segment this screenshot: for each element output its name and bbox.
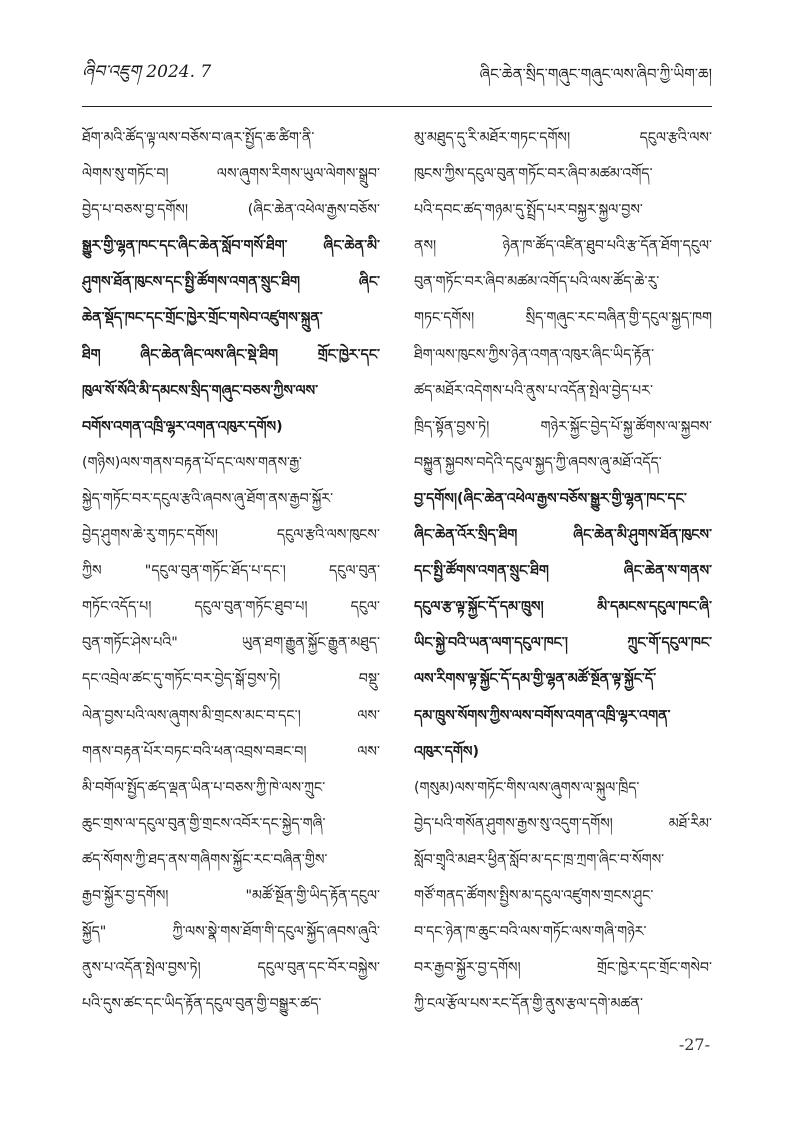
- text-line: ནས། ཉེན་ཁ་ཚོད་འཛིན་ཐུབ་པའི་རྩ་དོན་ཐོག་དངུལ་: [414, 238, 712, 255]
- text-line: སློབ་གྲྭའི་མཐར་ཕྱིན་སློབ་མ་དང་ཁྲ་ཀྲག་ཞིང་བ་སོགས་: [414, 851, 665, 868]
- text-line: ཁུལ་སོ་སོའི་མི་དམངས་སྲིད་གཞུང་བཅས་ཀྱིས་ལས་: [82, 382, 319, 399]
- text-line: ལེགས་སུ་གཏོང་བ། ལས་ཞུགས་རིགས་ཡུལ་ལེགས་སྒྲུབ་: [82, 166, 380, 183]
- running-header: [82, 62, 712, 100]
- text-line: སྒྱུར་གྱི་ལྷན་ཁང་དང་ཞིང་ཆེན་སློབ་གསོ་ཐིག་ ཞིང་ཆེན་མི་: [82, 238, 380, 255]
- text-line: ཀྱི་ངལ་རྩོལ་པས་རང་དོན་གྱི་ནུས་རྩལ་དགེ་མཚན་: [414, 996, 643, 1013]
- text-line: ཐིག་ལས་ཁུངས་ཀྱིས་ཉེན་འགན་འཁུར་ཞིང་ཡིད་རྟོན་: [414, 346, 655, 363]
- text-line: སྐྱོད" ཀྱི་ལས་སྣེ་གས་ཐོག་གི་དངུལ་སྐྱོད་ཞབས་ཞུའི་: [82, 924, 380, 941]
- text-line: བུན་གཏོང་ཤེས་པའི" ཡུན་ཐག་རྒྱུན་སྐྱོང་རྒྱུན་མཐུད་: [82, 635, 380, 652]
- text-line: (གསུམ)ལས་གཏོང་གིས་ལས་ཞུགས་ལ་སྐུལ་ཁྲིད་: [414, 779, 640, 796]
- text-line: དང་སྤྱི་ཚོགས་འགན་སྲུང་ཐིག ཞིང་ཆེན་ས་གནས་: [414, 563, 712, 580]
- text-line: སྐྱེད་གཏོང་བར་དངུལ་རྩའི་ཞབས་ཞུ་ཐོག་ནས་རྒྱབ་སྐྱོར་: [82, 490, 334, 507]
- text-line: འཁུར་དགོས): [414, 743, 479, 760]
- text-line: ཐིག ཞིང་ཆེན་ཞིང་ལས་ཞིང་སྡེ་ཐིག གྲོང་ཁྱེར་དང་: [82, 346, 380, 363]
- text-line: བར་རྒྱབ་སྐྱོར་བྱ་དགོས། གྲོང་ཁྱེར་དང་གྲོང་གསེབ་: [414, 960, 712, 977]
- text-line: ཚད་སོགས་ཀྱི་ཐད་ནས་གཞིགས་སྐྱོང་རང་བཞིན་གྱིས་: [82, 851, 328, 868]
- text-line: གནས་བརྟན་པོར་བཏང་བའི་ཕན་འབྲས་བཟང་བ། ལས་: [82, 743, 380, 760]
- body-columns: [82, 120, 712, 1032]
- text-line: ཁྲིད་སྟོན་བྱས་ཏེ། གཉེར་སྐྱོང་བྱེད་པོ་སྐྱ་ཚོགས་ལ་སྐྱབས་: [414, 418, 712, 435]
- text-line: མི་བགོལ་སྤྱོད་ཚད་ལྡན་ཡིན་པ་བཅས་ཀྱི་ཁེ་ལས་ཀྲུང་: [82, 779, 326, 796]
- text-line: མུ་མཐུད་དུ་རི་མཐོར་གཏང་དགོས། དངུལ་རྩའི་ལས་: [414, 130, 712, 146]
- text-line: བྱེད་པ་བཅས་བྱ་དགོས། (ཞིང་ཆེན་འཕེལ་རྒྱས་བཅོས་: [82, 202, 380, 219]
- text-line: ཚད་མཐོར་འདེགས་པའི་ནུས་པ་འདོན་སྤེལ་བྱེད་པར་: [414, 382, 653, 399]
- text-line: པའི་དུས་ཚང་དང་ཡིད་རྟོན་དངུལ་བུན་གྱི་བསྒྱུར་ཚད་: [82, 996, 322, 1013]
- text-line: གཏོང་འདོད་པ། དངུལ་བུན་གཏོང་ཐུབ་པ། དངུལ་: [82, 599, 380, 616]
- text-line: ཤུགས་ཐོན་ཁུངས་དང་སྤྱི་ཚོགས་འགན་སྲུང་ཐིག ཞིང་: [82, 274, 380, 291]
- text-line: ལས་རིགས་ལྟ་སྐྱོང་དོ་དམ་གྱི་ལྷན་མཚོ་སྔོན་ལྟ་སྐྱོང་དོ་: [414, 671, 657, 688]
- text-line: ཀྱིས "དངུལ་བུན་གཏོང་ཐོད་པ་དང་། དངུལ་བུན་: [82, 563, 380, 580]
- text-line: པའི་དབང་ཚད་གཉམ་དུ་སྤྲོད་པར་བསྐྱར་སྐྱལ་བྱས་: [414, 202, 643, 219]
- text-line: (གཉིས)ལས་གནས་བརྟན་པོ་དང་ལས་གནས་རྒྱ་: [82, 454, 302, 471]
- text-line: ལེན་བྱས་པའི་ལས་ཞུགས་མི་གྲངས་མང་བ་དང་། ལས་: [82, 707, 380, 724]
- text-line: གཏང་དགོས། སྲིད་གཞུང་རང་བཞིན་གྱི་དངུལ་སྐྱད་ཁག: [414, 310, 712, 327]
- text-line: ཞིང་ཆེན་འོར་སྲིད་ཐིག ཞིང་ཆེན་མི་ཤུགས་ཐོན་ཁུངས་: [414, 527, 712, 544]
- text-line: བུན་གཏོང་བར་ཞིབ་མཚམ་འགོད་པའི་ལས་ཚོད་ཆེ་རུ་: [414, 274, 660, 291]
- text-line: དང་འབྲེལ་ཚང་དུ་གཏོང་བར་བྱེད་སྒོ་བྱས་ཏེ། བསྡུ་: [82, 671, 380, 688]
- text-line: དངུལ་རྩ་ལྟ་སྐྱོང་དོ་དམ་ཁྲུས། མི་དམངས་དངུལ་ཁང་ཞི་: [414, 599, 712, 616]
- journal-title: ཞིབ་འཇུག 2024. 7: [82, 62, 212, 82]
- text-line: བ་དང་ཉེན་ཁ་ཆུང་བའི་ལས་གཏོང་ལས་གཞི་གཉེར་: [414, 924, 647, 941]
- section-title: ཞིང་ཆེན་སྲིད་གཞུང་གཞུང་ལས་ཞིབ་ཀྱི་ཡིག་ཆ།: [479, 65, 712, 83]
- text-line: ཆེན་སྡོད་ཁང་དང་གྲོང་ཁྱེར་གྲོང་གསེབ་འཛུགས་སྐྲུན་: [82, 310, 323, 327]
- text-line: གཙོ་གནད་ཚོགས་སྤྱིས་མ་དངུལ་འཛུགས་གྲངས་ཤུང་: [414, 887, 654, 904]
- text-line: བགོས་འགན་འཁྲི་ལྷར་འགན་འཁུར་དགོས): [82, 418, 283, 435]
- text-line: རྒྱབ་སྐྱོར་བྱ་དགོས། "མཚོ་སྔོན་གྱི་ཡིད་རྟོན་དངུལ་: [82, 887, 380, 904]
- text-line: བྱེད་ཤུགས་ཆེ་རུ་གཏང་དགོས། དངུལ་རྩའི་ལས་ཁུངས་: [82, 527, 380, 544]
- text-line: དམ་ཁྲུས་སོགས་ཀྱིས་ལས་བགོས་འགན་འཁྲི་ལྷར་འགན་: [414, 707, 671, 724]
- text-line: བྱ་དགོས།(ཞིང་ཆེན་འཕེལ་རྒྱས་བཅོས་སྒྱུར་གྱི་ལྷན་ཁང་དང་: [414, 490, 687, 507]
- text-line: བསྐྱུན་སྐྱབས་བདེའི་དངུལ་སྐྱད་ཀྱི་ཞབས་ཞུ་མཐོ་འདོད་: [414, 454, 662, 471]
- text-line: ཐོག་མའི་ཚོད་ལྟ་ལས་བཅོས་བ་ཞར་སྤྱོད་ཆ་ཚིག་ནི་: [82, 130, 315, 146]
- text-line: ཆུང་གྲས་ལ་དངུལ་བུན་གྱི་གྲངས་འབོར་དང་སྐྱེད་གཞི་: [82, 815, 326, 832]
- page-number: -27-: [678, 1035, 710, 1054]
- text-line: ཡིང་སྐྱེ་བའི་ཡན་ལག་དངུལ་ཁང་། ཀྲུང་གོ་དངུལ་ཁང་: [414, 635, 712, 652]
- text-line: བྱེད་པའི་གསོན་ཤུགས་རྒྱས་སུ་འདུག་དགོས། མཐོ་རིམ་: [414, 815, 712, 832]
- text-line: ཁུངས་ཀྱིས་དངུལ་བུན་གཏོང་བར་ཞིབ་མཚམ་འགོད་: [414, 166, 653, 183]
- text-line: ནུས་པ་འདོན་སྤེལ་བྱས་ཏེ། དངུལ་བུན་དང་བོར་བསྐྱེས་: [82, 960, 380, 977]
- right-column: [414, 120, 712, 1032]
- left-column: [82, 120, 380, 1032]
- header-rule: [82, 106, 712, 107]
